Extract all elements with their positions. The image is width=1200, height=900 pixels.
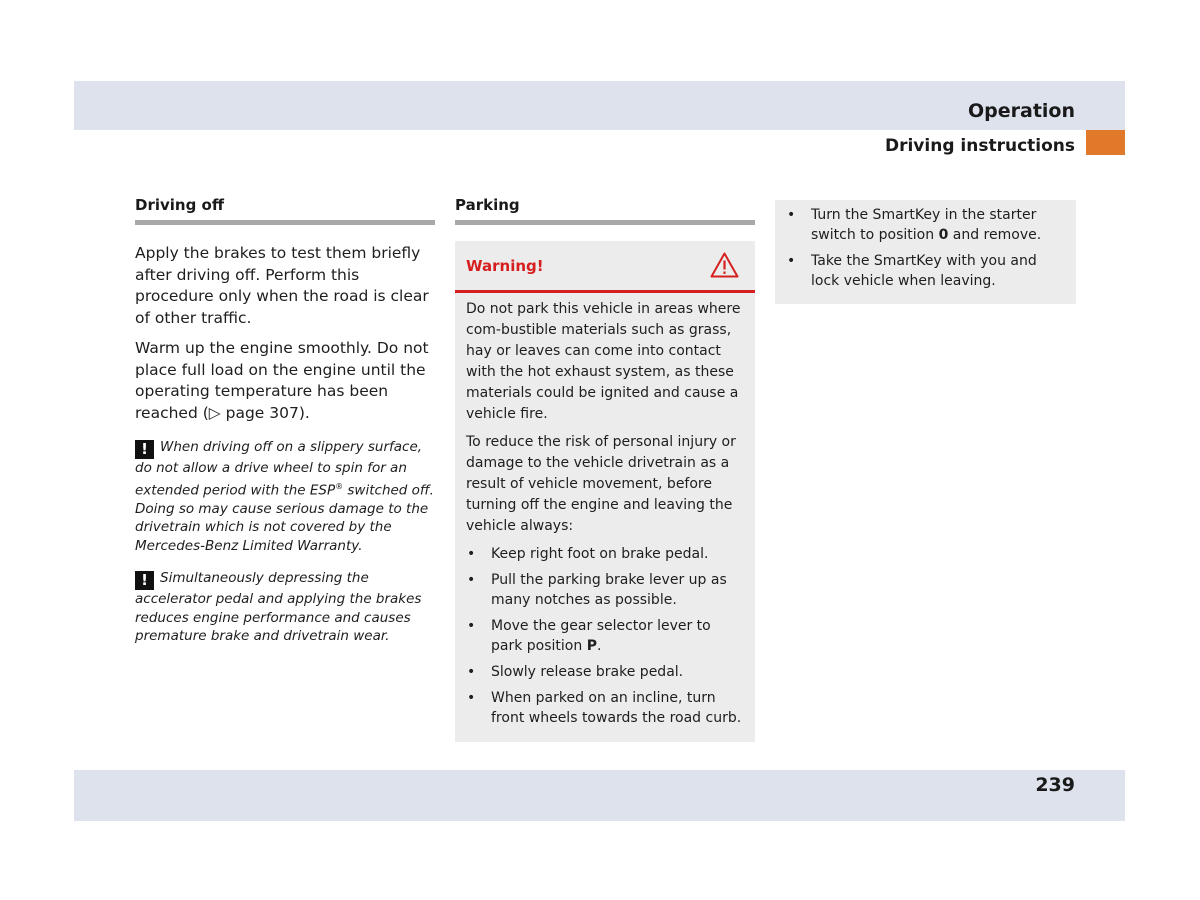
note-2-text: Simultaneously depressing the accelerator pedal and applying the brakes reduces engine performance and causes premature brake and drivetrain wear.: [135, 570, 422, 644]
warning-title: Warning!: [466, 257, 544, 275]
exclamation-mark-icon: !: [135, 440, 154, 459]
warning-triangle-icon: [710, 252, 739, 278]
continued-bullet-1-a: Turn the SmartKey in the starter switch to position: [811, 207, 1037, 243]
warning-body: [455, 293, 755, 742]
warning-box: [455, 241, 755, 742]
warning-paragraph-2: To reduce the risk of personal injury or damage to the vehicle drivetrain as a result of vehicle movement, before turning off the engine and leaving the vehicle always:: [466, 434, 736, 534]
continued-warning-column: [775, 200, 1076, 304]
note-accelerator-brake: [135, 569, 435, 646]
driving-off-heading: Driving off: [135, 196, 435, 225]
note-slippery-surface: [135, 438, 435, 555]
bullet-3-text-a: Move the gear selector lever to park position: [491, 618, 711, 654]
warning-paragraph-1: Do not park this vehicle in areas where com-bustible materials such as grass, hay or leaves can come into contact with the hot exhaust system, as these materials could be ignited and cause a vehicle fire.: [466, 301, 741, 422]
driving-off-paragraph-1: Apply the brakes to test them briefly after driving off. Perform this procedure only when the road is clear of other traffic.: [135, 244, 429, 327]
list-item: [786, 205, 1066, 245]
continued-warning-box: [775, 200, 1076, 304]
continued-bullet-list: [786, 205, 1066, 291]
warning-header: [455, 241, 755, 293]
section-tab-marker: [1086, 130, 1125, 155]
note-1-text-a: When driving off on a slippery surface, do not allow a drive wheel to spin for an extended period with the ESP: [135, 439, 423, 498]
list-item: • Slowly release brake pedal.: [466, 662, 745, 682]
list-item: • Take the SmartKey with you and lock vehicle when leaving.: [786, 251, 1066, 291]
driving-off-column: [135, 196, 435, 646]
footer-band: [74, 770, 1125, 821]
section-title: Operation: [967, 100, 1075, 122]
registered-mark: ®: [335, 481, 344, 491]
note-1-text-b: switched off. Doing so may cause serious damage to the drivetrain which is not covered by the Mercedes-Benz Limited Warranty.: [135, 482, 434, 554]
continued-bullet-1-c: and remove.: [948, 227, 1042, 243]
subsection-title: Driving instructions: [884, 136, 1075, 156]
list-item: [466, 616, 745, 656]
parking-heading: Parking: [455, 196, 755, 225]
switch-position-0: 0: [938, 227, 949, 243]
list-item: • Pull the parking brake lever up as many notches as possible.: [466, 570, 745, 610]
parking-column: [455, 196, 755, 742]
exclamation-mark-icon: !: [135, 571, 154, 590]
list-item: • Keep right foot on brake pedal.: [466, 544, 745, 564]
driving-off-paragraph-2: Warm up the engine smoothly. Do not place full load on the engine until the operating temperature has been reached (▷ page 307).: [135, 339, 429, 422]
page-number: 239: [1035, 774, 1075, 796]
gear-position-p: P: [586, 638, 597, 654]
list-item: • When parked on an incline, turn front wheels towards the road curb.: [466, 688, 745, 728]
bullet-3-text-c: .: [596, 638, 602, 654]
warning-bullet-list: [466, 544, 745, 728]
